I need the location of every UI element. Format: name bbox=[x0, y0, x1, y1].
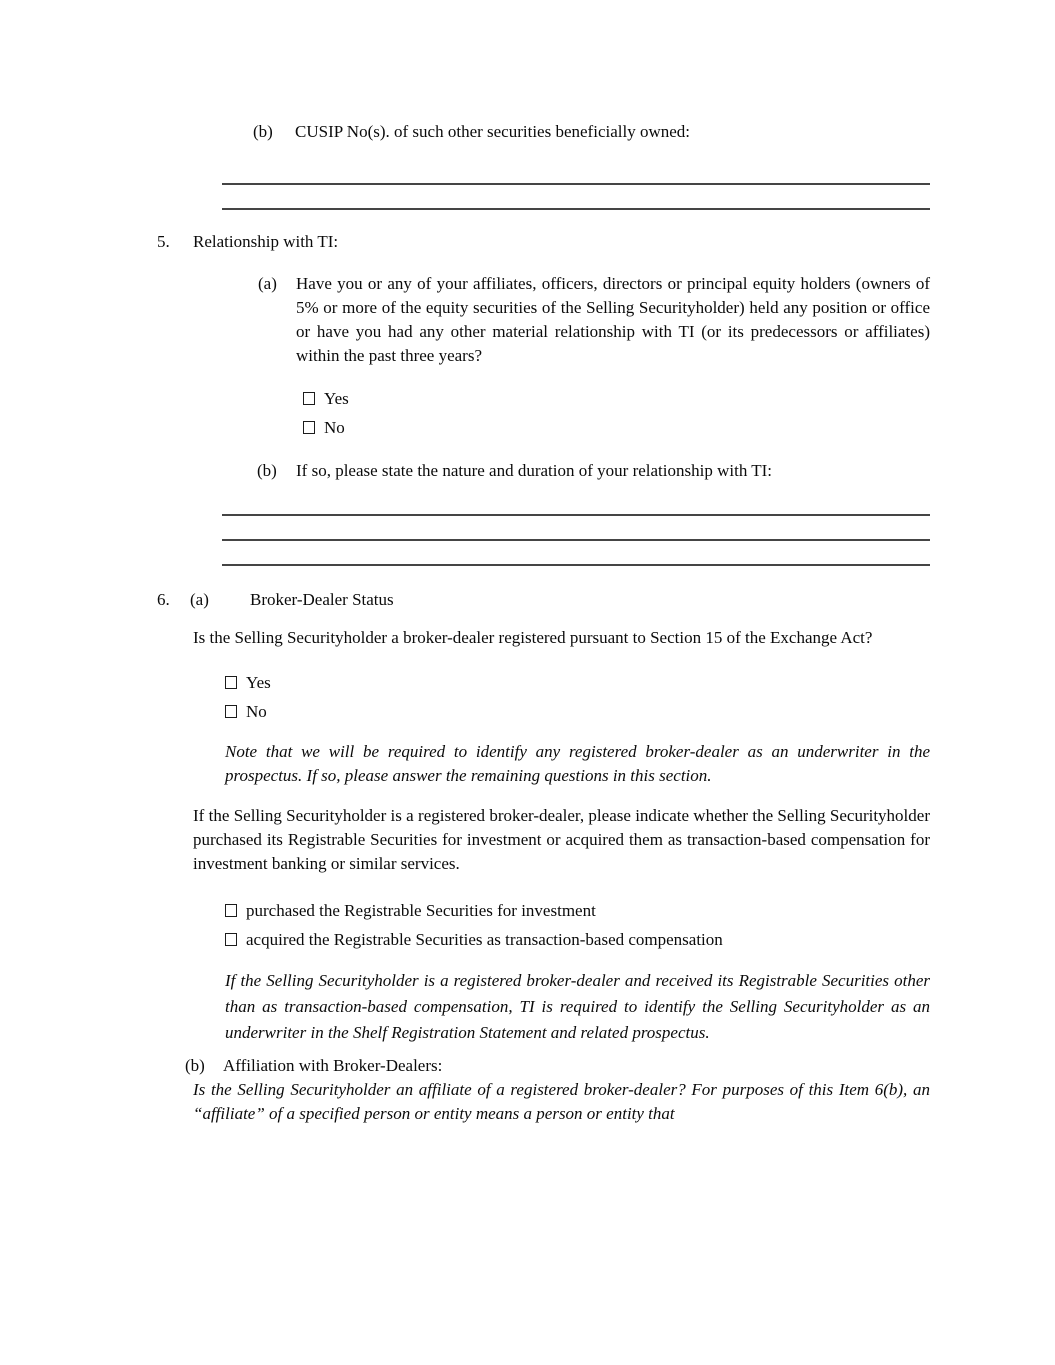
checkbox-no-label: No bbox=[246, 702, 267, 721]
checkbox-yes-label: Yes bbox=[324, 389, 349, 408]
answer-line[interactable] bbox=[222, 160, 930, 185]
checkbox-acquired-row[interactable] bbox=[225, 925, 1055, 954]
item-5a bbox=[258, 272, 930, 368]
checkbox-no-label: No bbox=[324, 418, 345, 437]
item-6b-heading bbox=[185, 1054, 1055, 1078]
section-5-heading bbox=[157, 230, 1055, 254]
checkbox-unchecked-icon[interactable] bbox=[225, 705, 237, 718]
checkbox-unchecked-icon[interactable] bbox=[225, 676, 237, 689]
checkbox-purchased-row[interactable] bbox=[225, 896, 1055, 925]
section-5-checkboxes bbox=[303, 384, 1055, 442]
checkbox-unchecked-icon[interactable] bbox=[225, 933, 237, 946]
answer-line[interactable] bbox=[222, 516, 930, 541]
item-5b-label: (b) bbox=[257, 461, 277, 480]
broker-dealer-question: Is the Selling Securityholder a broker-dealer registered pursuant to Section 15 of the Exchange Act? bbox=[193, 628, 873, 647]
item-4b-label: (b) bbox=[253, 122, 273, 141]
item-6b-title: Affiliation with Broker-Dealers: bbox=[223, 1056, 443, 1075]
item-5a-text: Have you or any of your affiliates, officers, directors or principal equity holders (owners of 5% or more of the equity securities of the Selling Securityholder) held any position or office or have you had any other material relationship with TI (or its predecessors or affiliates) within the past three years? bbox=[296, 274, 930, 365]
item-6a-title: Broker-Dealer Status bbox=[250, 590, 394, 609]
item-6b-label: (b) bbox=[185, 1056, 205, 1075]
section-5-number: 5. bbox=[157, 232, 170, 251]
section-6-number: 6. bbox=[157, 590, 170, 609]
checkbox-yes-row[interactable] bbox=[225, 668, 1055, 697]
section-6-yes-no-checkboxes bbox=[225, 668, 1055, 726]
checkbox-no-row[interactable] bbox=[225, 697, 1055, 726]
item-5a-label: (a) bbox=[258, 274, 277, 293]
item-6b-question: Is the Selling Securityholder an affiliate of a registered broker-dealer? For purposes of this Item 6(b), an “affiliate” of a specified person or entity means a person or entity that bbox=[193, 1080, 930, 1123]
checkbox-purchased-label: purchased the Registrable Securities for investment bbox=[246, 901, 596, 920]
cusip-answer-lines bbox=[222, 160, 930, 210]
securities-acquisition-checkboxes bbox=[225, 896, 1055, 954]
answer-line[interactable] bbox=[222, 541, 930, 566]
checkbox-acquired-label: acquired the Registrable Securities as transaction-based compensation bbox=[246, 930, 723, 949]
broker-dealer-note: Note that we will be required to identify any registered broker-dealer as an underwriter in the prospectus. If so, please answer the remaining questions in this section. bbox=[225, 742, 930, 785]
relationship-answer-lines bbox=[222, 491, 930, 566]
section-6-heading bbox=[157, 588, 1055, 612]
item-4b bbox=[253, 120, 930, 144]
registrable-securities-question: If the Selling Securityholder is a registered broker-dealer, please indicate whether the Selling Securityholder purchased its Registrable Securities for investment or acquired them as transaction-based compensation for investment banking or similar services. bbox=[193, 806, 930, 873]
checkbox-unchecked-icon[interactable] bbox=[225, 904, 237, 917]
item-5b-text: If so, please state the nature and duration of your relationship with TI: bbox=[296, 461, 773, 480]
section-5-title: Relationship with TI: bbox=[193, 232, 339, 251]
checkbox-unchecked-icon[interactable] bbox=[303, 421, 315, 434]
answer-line[interactable] bbox=[222, 185, 930, 210]
answer-line[interactable] bbox=[222, 491, 930, 516]
underwriter-note: If the Selling Securityholder is a registered broker-dealer and received its Registrable Securities other than as transaction-based compensation, TI is required to identify the Selling Securityholder as an underwriter in the Shelf Registration Statement and related prospectus. bbox=[225, 971, 930, 1042]
checkbox-yes-label: Yes bbox=[246, 673, 271, 692]
checkbox-yes-row[interactable] bbox=[303, 384, 1055, 413]
item-6a-label: (a) bbox=[190, 590, 209, 609]
checkbox-unchecked-icon[interactable] bbox=[303, 392, 315, 405]
checkbox-no-row[interactable] bbox=[303, 413, 1055, 442]
item-5b bbox=[257, 459, 930, 483]
item-4b-text: CUSIP No(s). of such other securities beneficially owned: bbox=[295, 122, 691, 141]
